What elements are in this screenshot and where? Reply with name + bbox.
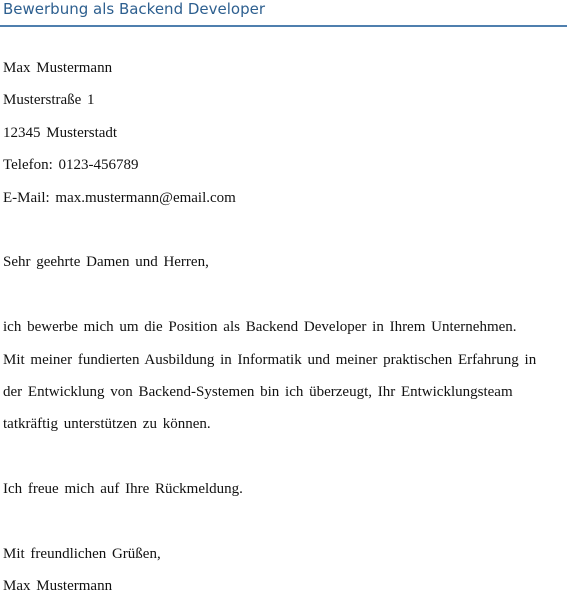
letter-body xyxy=(3,52,563,603)
body-line: der Entwicklung von Backend-Systemen bin ich überzeugt, Ihr Entwicklungsteam xyxy=(3,383,513,400)
salutation: Sehr geehrte Damen und Herren, xyxy=(3,254,209,271)
sender-street: Musterstraße 1 xyxy=(3,92,95,109)
signature-name: Max Mustermann xyxy=(3,578,113,595)
sender-email: E-Mail: max.mustermann@email.com xyxy=(3,189,236,206)
document-header xyxy=(0,0,567,27)
blank-line xyxy=(3,214,563,246)
body-line: Mit meiner fundierten Ausbildung in Informatik und meiner praktischen Erfahrung in xyxy=(3,351,537,368)
body-line: tatkräftig unterstützen zu können. xyxy=(3,416,211,433)
sender-phone: Telefon: 0123-456789 xyxy=(3,157,139,174)
closing-phrase: Mit freundlichen Grüßen, xyxy=(3,545,161,562)
body-line: ich bewerbe mich um die Position als Backend Developer in Ihrem Unternehmen. xyxy=(3,319,517,336)
closing-sentence: Ich freue mich auf Ihre Rückmeldung. xyxy=(3,481,243,498)
sender-name: Max Mustermann xyxy=(3,60,113,76)
sender-city: 12345 Musterstadt xyxy=(3,124,118,141)
title-divider xyxy=(0,25,567,27)
document-title: Bewerbung als Backend Developer xyxy=(3,0,266,18)
blank-line xyxy=(3,505,563,537)
blank-line xyxy=(3,279,563,311)
blank-line xyxy=(3,441,563,473)
